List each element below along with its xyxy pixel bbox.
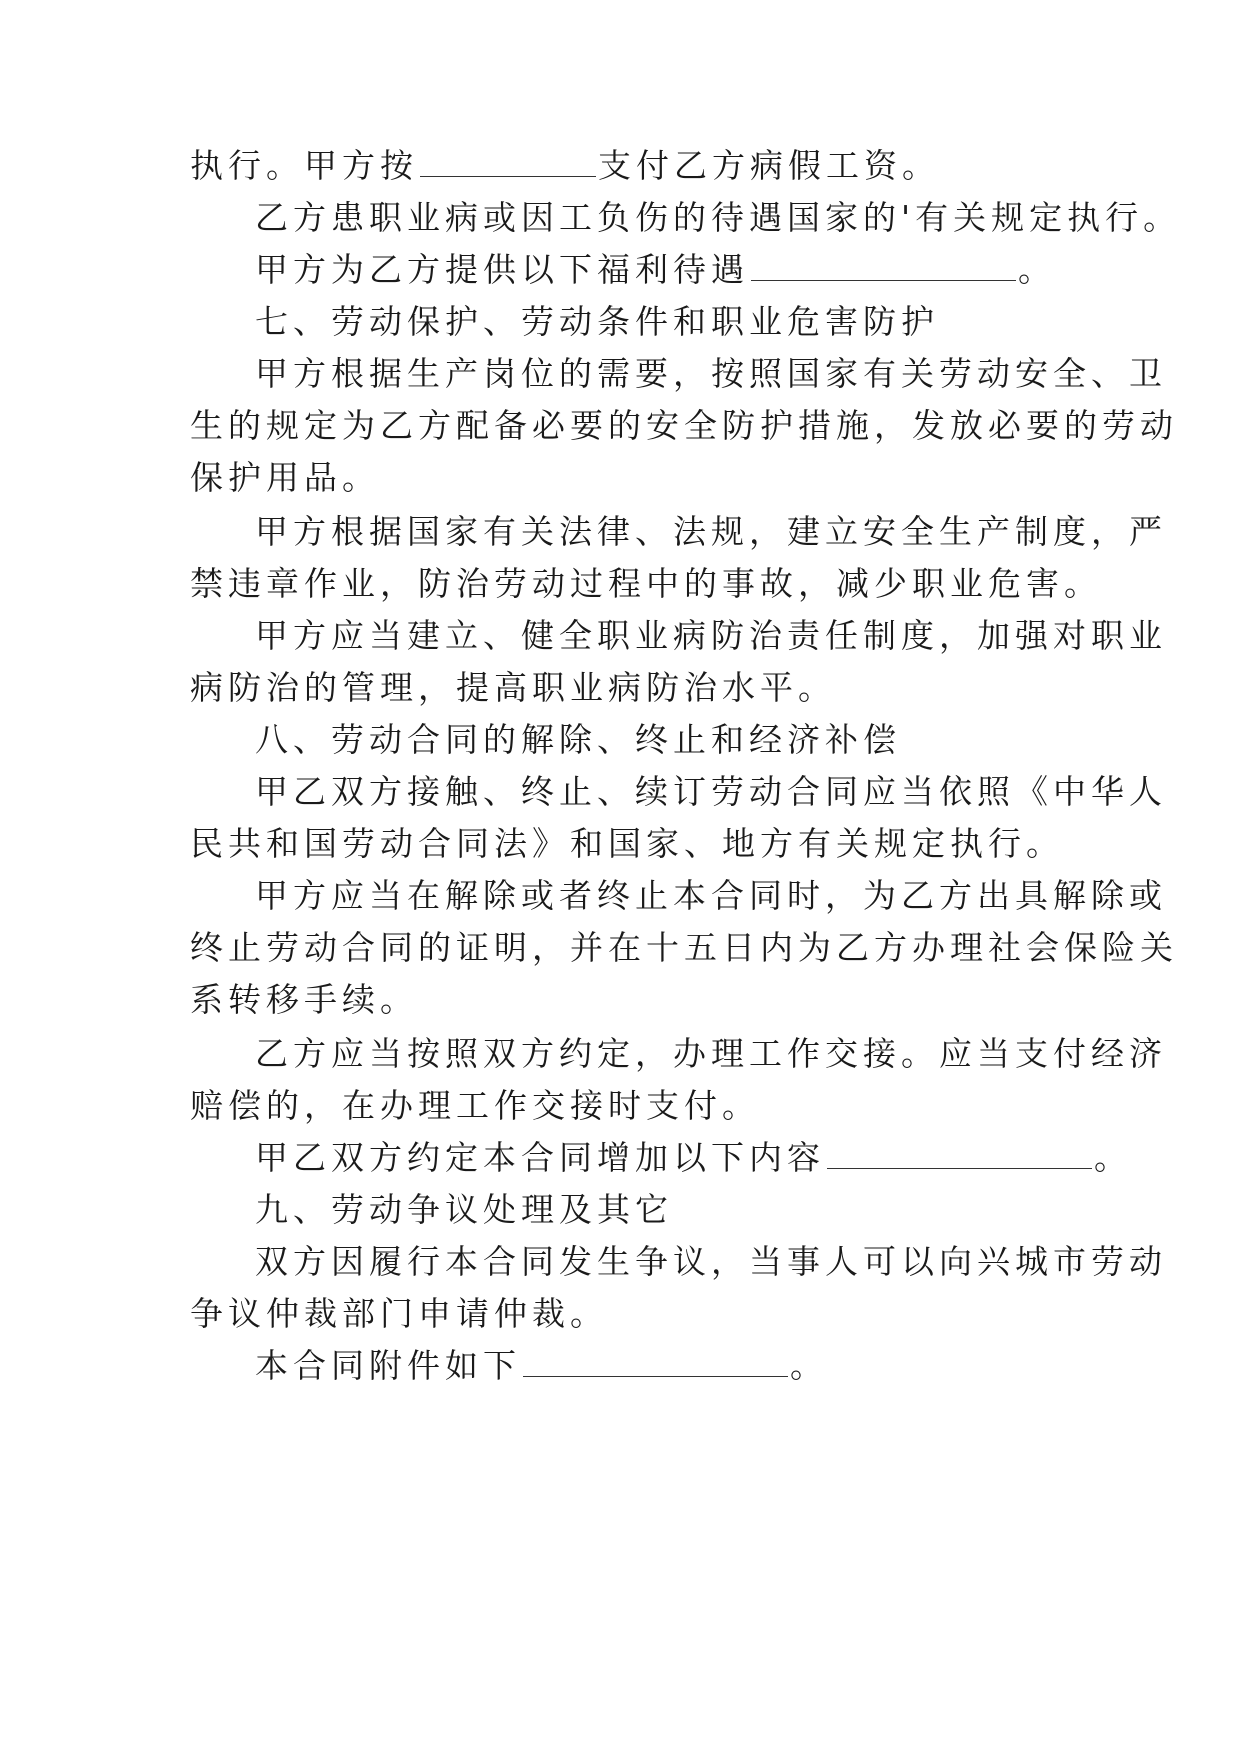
fill-in-blank[interactable] xyxy=(827,1148,1092,1169)
line-text: 甲方为乙方提供以下福利待遇 xyxy=(255,250,749,289)
section-heading: 九、劳动争议处理及其它 xyxy=(255,1190,673,1229)
fill-in-blank[interactable] xyxy=(420,156,596,177)
paragraph-line xyxy=(190,146,940,186)
paragraph-line: 民共和国劳动合同法》和国家、地方有关规定执行。 xyxy=(190,824,1064,863)
paragraph-line: 终止劳动合同的证明，并在十五日内为乙方办理社会保险关 xyxy=(190,928,1178,967)
fill-in-blank[interactable] xyxy=(523,1356,788,1377)
paragraph-line xyxy=(255,1138,1132,1178)
paragraph-line: 甲方根据生产岗位的需要，按照国家有关劳动安全、卫 xyxy=(255,354,1167,393)
paragraph-line: 保护用品。 xyxy=(190,458,380,497)
line-text: 。 xyxy=(790,1346,828,1385)
paragraph-line: 乙方应当按照双方约定，办理工作交接。应当支付经济 xyxy=(255,1034,1167,1073)
line-text: 甲乙双方约定本合同增加以下内容 xyxy=(255,1138,825,1177)
paragraph-line: 甲方应当在解除或者终止本合同时，为乙方出具解除或 xyxy=(255,876,1167,915)
fill-in-blank[interactable] xyxy=(751,260,1016,281)
line-text: 执行。甲方按 xyxy=(190,146,418,185)
paragraph-line: 禁违章作业，防治劳动过程中的事故，减少职业危害。 xyxy=(190,564,1102,603)
line-text: 本合同附件如下 xyxy=(255,1346,521,1385)
line-text: 。 xyxy=(1018,250,1056,289)
paragraph-line: 争议仲裁部门申请仲裁。 xyxy=(190,1294,608,1333)
line-text: 支付乙方病假工资。 xyxy=(598,146,940,185)
paragraph-line: 甲方应当建立、健全职业病防治责任制度，加强对职业 xyxy=(255,616,1167,655)
paragraph-line: 甲方根据国家有关法律、法规，建立安全生产制度，严 xyxy=(255,512,1167,551)
paragraph-line: 系转移手续。 xyxy=(190,980,418,1019)
paragraph-line: 病防治的管理，提高职业病防治水平。 xyxy=(190,668,836,707)
paragraph-line: 甲乙双方接触、终止、续订劳动合同应当依照《中华人 xyxy=(255,772,1167,811)
section-heading: 七、劳动保护、劳动条件和职业危害防护 xyxy=(255,302,939,341)
line-text: 。 xyxy=(1094,1138,1132,1177)
paragraph-line: 生的规定为乙方配备必要的安全防护措施，发放必要的劳动 xyxy=(190,406,1178,445)
paragraph-line xyxy=(255,250,1056,290)
paragraph-line: 双方因履行本合同发生争议，当事人可以向兴城市劳动 xyxy=(255,1242,1167,1281)
paragraph-line xyxy=(255,1346,828,1386)
paragraph-line: 赔偿的，在办理工作交接时支付。 xyxy=(190,1086,760,1125)
paragraph-line: 乙方患职业病或因工负伤的待遇国家的'有关规定执行。 xyxy=(255,198,1182,237)
section-heading: 八、劳动合同的解除、终止和经济补偿 xyxy=(255,720,901,759)
